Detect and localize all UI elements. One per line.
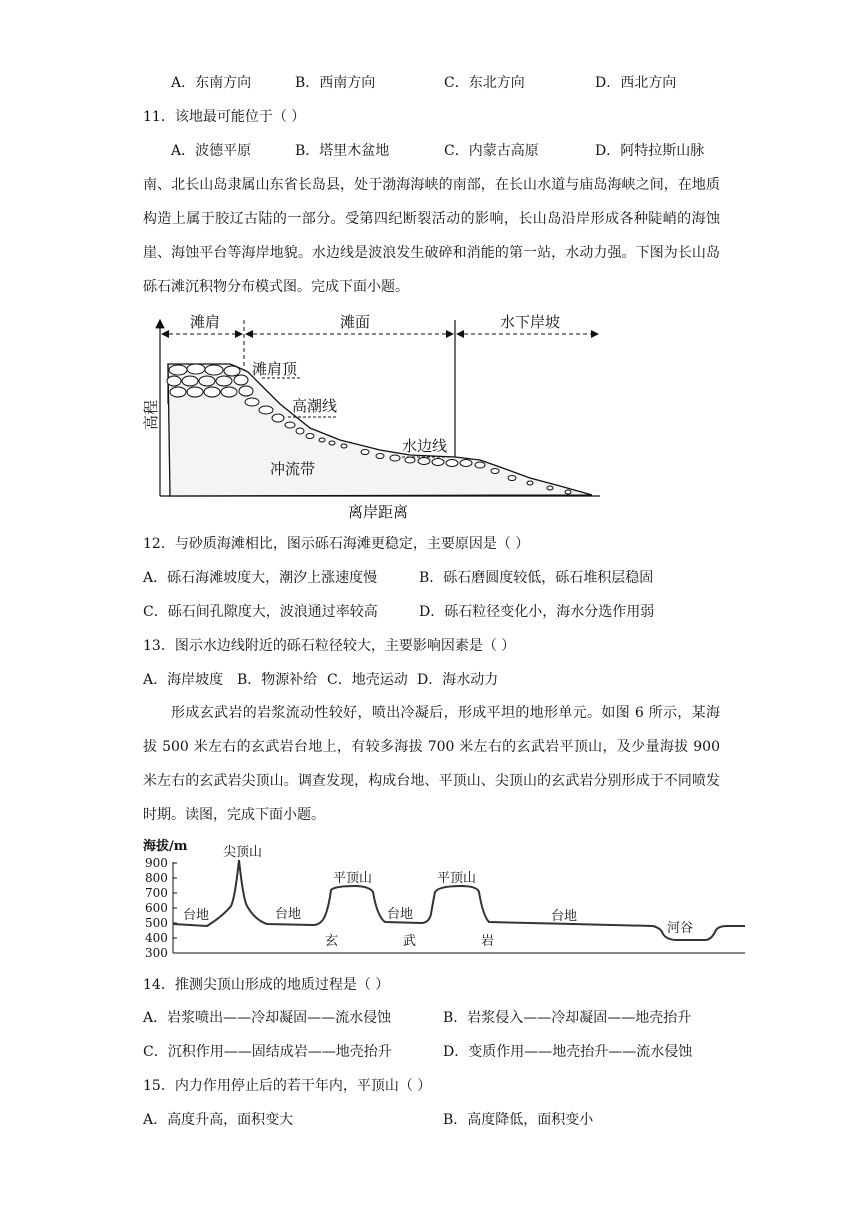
- q13-option-d: D．海水动力: [417, 672, 499, 688]
- q15-option-b: B．高度降低，面积变小: [443, 1112, 594, 1128]
- y-tick-400: 400: [145, 931, 168, 945]
- q12-option-a: A．砾石海滩坡度大，潮汐上涨速度慢: [143, 570, 378, 586]
- q13-option-c: C．地壳运动: [327, 672, 408, 688]
- q14-option-b: B．岩浆侵入——冷却凝固——地壳抬升: [443, 1010, 692, 1026]
- label-plateau-4: 台地: [551, 909, 578, 924]
- q13-option-b: B．物源补给: [237, 672, 318, 688]
- q12-stem: 12．与砂质海滩相比，图示砾石海滩更稳定，主要原因是（ ）: [143, 536, 530, 552]
- y-tick-300: 300: [145, 946, 168, 958]
- zone-beach-face: 滩面: [340, 313, 371, 331]
- axis-y-elevation: 高程: [142, 399, 160, 430]
- label-plateau-3: 台地: [387, 907, 414, 922]
- q14-option-d: D．变质作用——地壳抬升——流水侵蚀: [443, 1044, 693, 1060]
- y-tick-900: 900: [145, 856, 168, 870]
- zone-underwater-slope: 水下岸坡: [500, 313, 561, 331]
- y-tick-700: 700: [145, 886, 168, 900]
- q12-option-b: B．砾石磨圆度较低，砾石堆积层稳固: [419, 570, 654, 586]
- label-river-valley: 河谷: [667, 921, 694, 936]
- q13-stem: 13．图示水边线附近的砾石粒径较大，主要影响因素是（ ）: [143, 638, 516, 654]
- q10-option-d: D．西北方向: [595, 75, 677, 91]
- q11-option-c: C．内蒙古高原: [444, 143, 539, 159]
- label-high-tide-line: 高潮线: [292, 397, 338, 415]
- rock-char-3: 岩: [481, 934, 495, 949]
- label-berm-crest: 滩肩顶: [252, 360, 298, 378]
- q11-option-d: D．阿特拉斯山脉: [595, 143, 705, 159]
- label-plateau-2: 台地: [275, 907, 302, 922]
- q11-stem: 11．该地最可能位于（ ）: [143, 109, 306, 125]
- label-swash-zone: 冲流带: [270, 460, 316, 478]
- basalt-profile-figure: [143, 836, 747, 958]
- rock-char-2: 武: [403, 934, 417, 949]
- q11-option-a: A．波德平原: [171, 143, 252, 159]
- rock-char-1: 玄: [325, 934, 339, 949]
- y-tick-600: 600: [145, 901, 168, 915]
- q15-option-a: A．高度升高，面积变大: [143, 1112, 294, 1128]
- q14-option-c: C．沉积作用——固结成岩——地壳抬升: [143, 1044, 392, 1060]
- q11-option-b: B．塔里木盆地: [295, 143, 390, 159]
- zone-beach-berm: 滩肩: [190, 313, 221, 331]
- axis-x-distance: 离岸距离: [348, 503, 409, 521]
- q14-option-a: A．岩浆喷出——冷却凝固——流水侵蚀: [143, 1010, 392, 1026]
- q14-stem: 14．推测尖顶山形成的地质过程是（ ）: [143, 977, 390, 993]
- y-tick-500: 500: [145, 916, 168, 930]
- q13-option-a: A．海岸坡度: [143, 672, 224, 688]
- label-mesa-1: 平顶山: [333, 871, 373, 886]
- q10-option-a: A．东南方向: [171, 75, 252, 91]
- passage-changshan: 南、北长山岛隶属山东省长岛县，处于渤海海峡的南部，在长山水道与庙岛海峡之间，在地质构造上属于胶辽古陆的一部分。受第四纪断裂活动的影响，长山岛沿岸形成各种陡峭的海蚀崖、海蚀平台等海岸地貌。水边线是波浪发生破碎和消能的第一站，水动力强。下图为长山岛砾石滩沉积物分布模式图。完成下面小题。: [143, 177, 720, 295]
- q12-option-c: C．砾石间孔隙度大，波浪通过率较高: [143, 604, 378, 620]
- gravel-beach-figure: [140, 312, 610, 524]
- q10-option-b: B．西南方向: [295, 75, 376, 91]
- label-plateau-1: 台地: [183, 908, 210, 923]
- axis-y-altitude: 海拔/m: [143, 839, 188, 854]
- q10-option-c: C．东北方向: [444, 75, 525, 91]
- y-tick-800: 800: [145, 871, 168, 885]
- q12-option-d: D．砾石粒径变化小，海水分选作用弱: [419, 604, 655, 620]
- label-waterline: 水边线: [402, 437, 448, 455]
- q15-stem: 15．内力作用停止后的若干年内，平顶山（ ）: [143, 1078, 432, 1094]
- label-peak-hill: 尖顶山: [223, 845, 263, 860]
- passage-basalt: 形成玄武岩的岩浆流动性较好，喷出冷凝后，形成平坦的地形单元。如图 6 所示，某海拔 500 米左右的玄武岩台地上，有较多海拔 700 米左右的玄武岩平顶山，及少量海拔 900 米左右的玄武岩尖顶山。调查发现，构成台地、平顶山、尖顶山的玄武岩分别形成于不同喷发时期。读图，完成下面小题。: [143, 705, 720, 823]
- label-mesa-2: 平顶山: [437, 871, 477, 886]
